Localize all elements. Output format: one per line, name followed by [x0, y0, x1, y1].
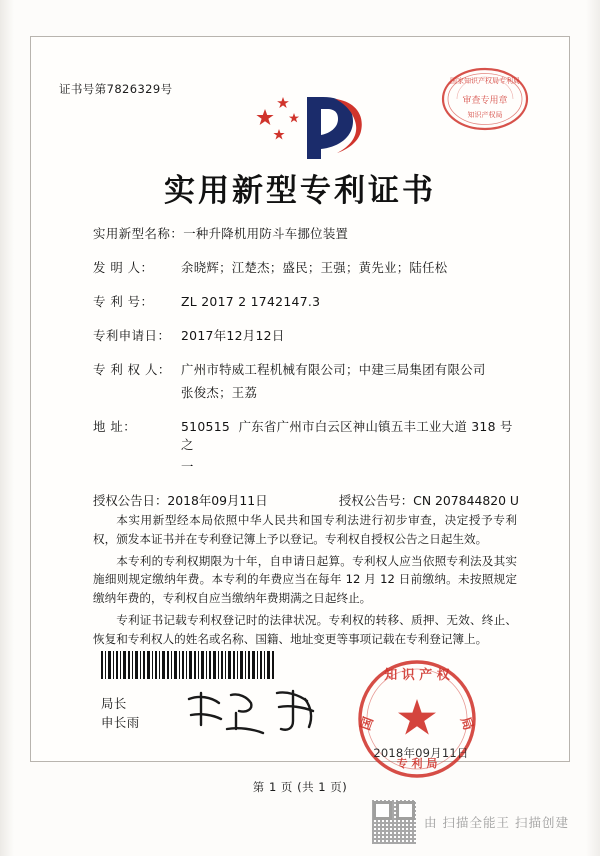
field-label: 专 利 权 人：	[93, 362, 171, 378]
address-second-line: 一	[181, 459, 194, 475]
field-value: ZL 2017 2 1742147.3	[181, 294, 321, 310]
svg-text:国家知识产权局专利局: 国家知识产权局专利局	[450, 77, 520, 85]
grant-date	[93, 492, 268, 511]
field-row-patent-number	[93, 293, 523, 312]
grant-date-value: 2018年09月11日	[167, 493, 268, 509]
patent-office-logo	[249, 91, 379, 163]
svg-text:国: 国	[358, 715, 377, 733]
grant-date-label: 授权公告日：	[93, 493, 168, 509]
legal-text-block	[93, 511, 517, 651]
official-seal-icon	[353, 655, 481, 783]
patentee-second-line: 张俊杰；王荔	[181, 384, 258, 400]
field-row-name	[93, 225, 523, 244]
certificate-number: 证书号第7826329号	[59, 82, 173, 96]
seal-date: 2018年09月11日	[373, 746, 469, 760]
examination-seal-icon	[437, 53, 533, 149]
qr-code-icon	[372, 800, 416, 844]
director-label: 局长	[101, 696, 127, 711]
director-signature	[181, 685, 331, 737]
field-row-application-date	[93, 327, 523, 346]
field-value: 余晓辉；江楚杰；盛民；王强；黄先业；陆任松	[181, 260, 448, 276]
svg-text:专 利 局: 专 利 局	[396, 757, 438, 770]
field-label-address: 地 址：	[93, 418, 137, 434]
certificate-border	[30, 36, 570, 794]
field-row-address	[93, 418, 523, 455]
fields-block	[93, 225, 523, 527]
page-indicator: 第 1 页 (共 1 页)	[252, 780, 348, 794]
page-title: 实用新型专利证书	[164, 173, 436, 209]
watermark-text: 由 扫描全能王 扫描创建	[424, 815, 569, 830]
field-value: 广州市特威工程机械有限公司；中建三局集团有限公司	[181, 362, 486, 378]
svg-text:知 识 产 权: 知 识 产 权	[384, 668, 450, 683]
director-name: 申长雨	[101, 715, 140, 731]
grant-number-value: CN 207844820 U	[413, 493, 519, 509]
field-row-patentee	[93, 361, 523, 380]
field-value-address: 510515 广东省广州市白云区神山镇五丰工业大道 318 号之	[181, 418, 513, 453]
certificate-content	[31, 37, 569, 794]
svg-text:审查专用章: 审查专用章	[462, 96, 508, 106]
legal-paragraph: 专利证书记载专利权登记时的法律状况。专利权的转移、质押、无效、终止、恢复和专利权人的姓名或名称、国籍、地址变更等事项记载在专利登记簿上。	[93, 612, 517, 646]
scanner-watermark	[372, 800, 569, 844]
legal-paragraph: 本专利的专利权期限为十年，自申请日起算。专利权人应当依照专利法及其实施细则规定缴纳年费。本专利的年费应当在每年 12 月 12 日前缴纳。未按照规定缴纳年费的，专利权自应当缴纳年费期满之日起终止。	[93, 553, 517, 606]
field-row-inventors	[93, 259, 523, 278]
director-block	[101, 694, 140, 732]
barcode	[101, 651, 277, 685]
field-value: 一种升降机用防斗车挪位装置	[183, 226, 349, 241]
svg-text:局: 局	[457, 715, 476, 733]
grant-number	[339, 492, 523, 511]
field-label: 专 利 号：	[93, 294, 154, 310]
svg-text:知识产权局: 知识产权局	[467, 111, 503, 119]
grant-number-label: 授权公告号：	[338, 493, 414, 509]
field-label: 专利申请日：	[93, 328, 171, 344]
field-row-grant	[93, 492, 523, 511]
field-label: 实用新型名称：	[93, 226, 184, 241]
legal-paragraph: 本实用新型经本局依照中华人民共和国专利法进行初步审查，决定授予专利权，颁发本证书并在专利登记簿上予以登记。专利权自授权公告之日起生效。	[93, 513, 517, 546]
field-value: 2017年12月12日	[181, 328, 285, 344]
field-label: 发 明 人：	[93, 260, 154, 276]
